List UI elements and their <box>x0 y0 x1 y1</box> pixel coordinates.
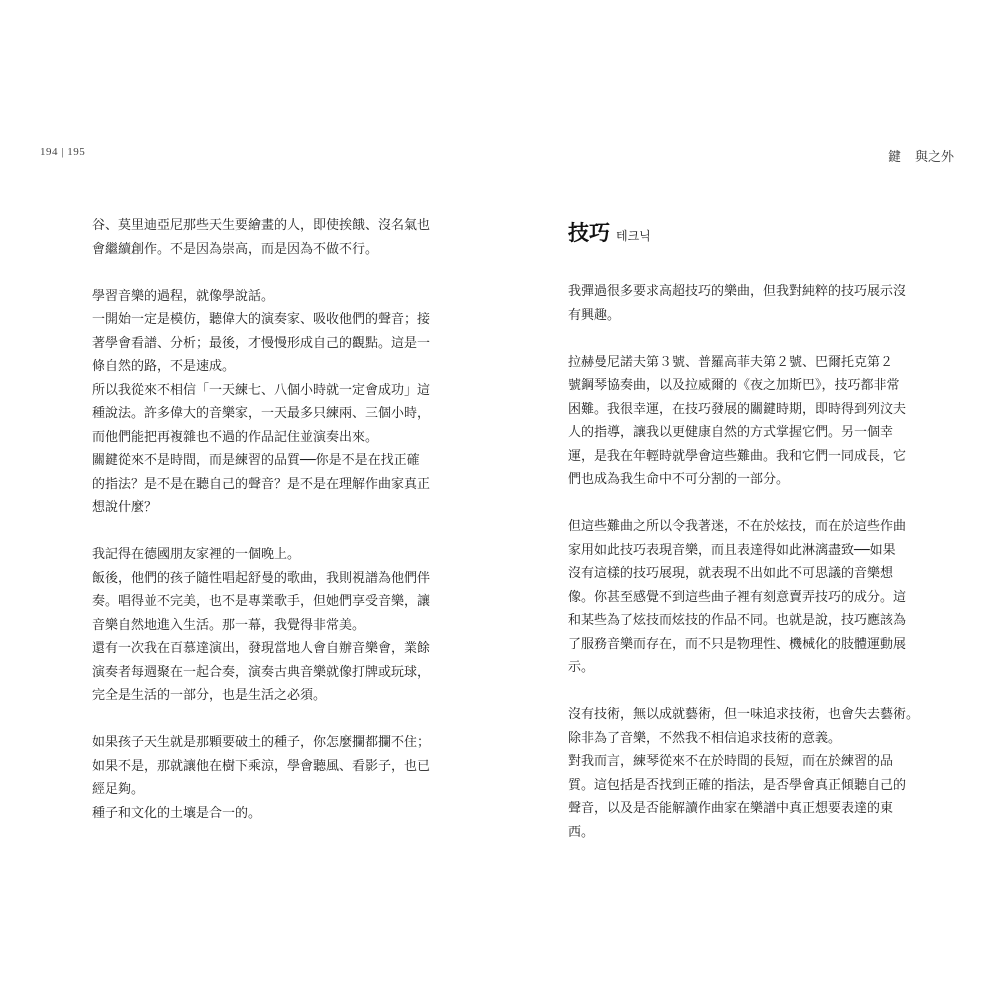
text-line: 演奏者每週聚在一起合奏，演奏古典音樂就像打牌或玩球， <box>92 664 431 680</box>
text-line: 如果不是，那就讓他在樹下乘涼，學會聽風、看影子，也已 <box>92 758 431 774</box>
text-line: 一開始一定是模仿，聽偉大的演奏家、吸收他們的聲音；接 <box>92 312 431 327</box>
text-line: 種子和文化的土壤是合一的。 <box>92 805 262 821</box>
right-paragraph-4 <box>568 703 918 844</box>
left-paragraph-1 <box>92 214 442 261</box>
section-heading <box>568 218 918 248</box>
text-line: 人的指導，讓我以更健康自然的方式掌握它們。另一個幸 <box>568 425 894 440</box>
text-line: 了服務音樂而存在，而不只是物理性、機械化的肢體運動展 <box>568 636 907 652</box>
left-paragraph-3 <box>92 543 442 708</box>
left-paragraph-4 <box>92 731 442 825</box>
text-line: 學習音樂的過程，就像學說話。 <box>92 288 275 304</box>
text-line: 有興趣。 <box>568 307 621 323</box>
section-title: 技巧 <box>568 221 610 245</box>
text-line: 像。你甚至感覺不到這些曲子裡有刻意賣弄技巧的成分。這 <box>568 589 907 605</box>
text-line: 經足夠。 <box>92 782 145 797</box>
text-line: 沒有技術，無以成就藝術，但一味追求技術，也會失去藝術。 <box>568 707 920 722</box>
left-page <box>92 214 442 849</box>
left-paragraph-2 <box>92 285 442 520</box>
section-title-korean: 테크닉 <box>616 229 651 243</box>
text-line: 想說什麼？ <box>92 500 158 515</box>
running-head-part2: 與之外 <box>914 150 954 165</box>
text-line: 完全是生活的一部分，也是生活之必須。 <box>92 688 327 703</box>
text-line: 而他們能把再複雜也不過的作品記住並演奏出來。 <box>92 429 379 445</box>
text-line: 質。這包括是否找到正確的指法，是否學會真正傾聽自己的 <box>568 777 907 793</box>
text-line: 音樂自然地進入生活。那一幕，我覺得非常美。 <box>92 617 366 633</box>
text-line: 沒有這樣的技巧展現，就表現不出如此不可思議的音樂想 <box>568 566 894 581</box>
text-line: 我彈過很多要求高超技巧的樂曲，但我對純粹的技巧展示沒 <box>568 284 907 299</box>
text-line: 示。 <box>568 660 595 675</box>
text-line: 條自然的路，不是速成。 <box>92 359 236 374</box>
text-line: 谷、莫里迪亞尼那些天生要繪畫的人，即使挨餓、沒名氣也 <box>92 218 431 233</box>
text-line: 飯後，他們的孩子隨性唱起舒曼的歌曲，我則視譜為他們伴 <box>92 570 431 586</box>
text-line: 種說法。許多偉大的音樂家，一天最多只練兩、三個小時， <box>92 406 431 421</box>
text-line: 西。 <box>568 824 595 840</box>
running-head-title <box>888 146 954 165</box>
running-head-part1: 鍵 <box>887 150 901 165</box>
right-paragraph-3 <box>568 515 918 680</box>
right-paragraph-2 <box>568 351 918 492</box>
text-line: 對我而言，練琴從來不在於時間的長短，而在於練習的品 <box>568 754 894 769</box>
text-line: 的指法？是不是在聽自己的聲音？是不是在理解作曲家真正 <box>92 476 431 492</box>
text-line: 奏。唱得並不完美，也不是專業歌手，但她們享受音樂，讓 <box>92 594 431 609</box>
text-line: 聲音，以及是否能解讀作曲家在樂譜中真正想要表達的東 <box>568 801 894 816</box>
text-line: 家用如此技巧表現音樂，而且表達得如此淋漓盡致──如果 <box>568 542 896 558</box>
text-line: 們也成為我生命中不可分割的一部分。 <box>568 472 790 487</box>
text-line: 運，是我在年輕時就學會這些難曲。我和它們一同成長，它 <box>568 448 907 464</box>
text-line: 但這些難曲之所以令我著迷，不在於炫技，而在於這些作曲 <box>568 519 907 534</box>
right-paragraph-1 <box>568 280 918 327</box>
text-line: 號鋼琴協奏曲，以及拉威爾的《夜之加斯巴》，技巧都非常 <box>568 378 900 393</box>
page-numbers: 194 | 195 <box>40 146 86 158</box>
text-line: 除非為了音樂，不然我不相信追求技術的意義。 <box>568 730 842 746</box>
text-line: 關鍵從來不是時間，而是練習的品質──你是不是在找正確 <box>92 453 420 468</box>
text-line: 著學會看譜、分析；最後，才慢慢形成自己的觀點。這是一 <box>92 335 431 351</box>
text-line: 如果孩子天生就是那顆要破土的種子，你怎麼攔都攔不住； <box>92 735 431 750</box>
right-page <box>568 218 918 868</box>
text-line: 和某些為了炫技而炫技的作品不同。也就是說，技巧應該為 <box>568 613 907 628</box>
text-line: 所以我從來不相信「一天練七、八個小時就一定會成功」這 <box>92 382 431 398</box>
text-line: 拉赫曼尼諾夫第３號、普羅高菲夫第２號、巴爾托克第２ <box>568 354 894 370</box>
text-line: 會繼續創作。不是因為崇高，而是因為不做不行。 <box>92 241 379 257</box>
text-line: 還有一次我在百慕達演出，發現當地人會自辦音樂會，業餘 <box>92 641 431 656</box>
text-line: 困難。我很幸運，在技巧發展的關鍵時期，即時得到列汶夫 <box>568 401 907 417</box>
text-line: 我記得在德國朋友家裡的一個晚上。 <box>92 547 301 562</box>
